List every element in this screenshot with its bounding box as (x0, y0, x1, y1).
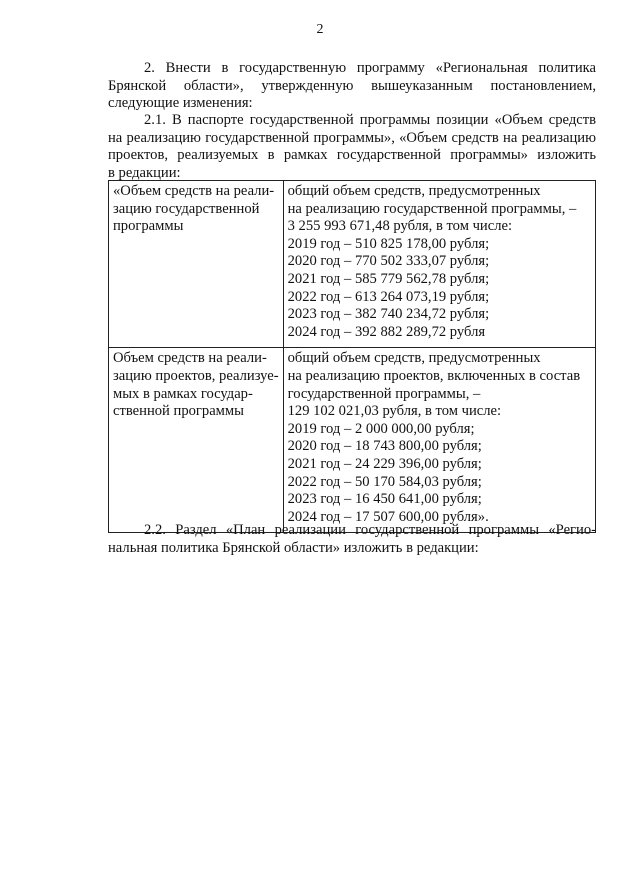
cell-line: 2021 год – 585 779 562,78 рубля; (287, 270, 490, 287)
cell-line: ственной программы (113, 403, 244, 420)
cell-line: мых в рамках государ- (113, 385, 253, 402)
cell-line: 2020 год – 18 743 800,00 рубля; (287, 438, 482, 455)
table-cell-value (283, 348, 595, 533)
cell-line: 2019 год – 510 825 178,00 рубля; (287, 235, 490, 252)
cell-line: государственной программы, – (287, 385, 481, 402)
paragraph-line: Брянской области», утвержденную вышеуказанным постановлением, (108, 77, 596, 94)
cell-line: 129 102 021,03 рубля, в том числе: (287, 403, 502, 420)
paragraph-line: 2.2. Раздел «План реализации государственной программы «Регио- (144, 522, 596, 538)
paragraph-line: проектов, реализуемых в рамках государственной программы» изложить (108, 147, 596, 163)
paragraph-line: 2. Внести в государственную программу «Региональная политика (144, 60, 596, 76)
cell-line: 2023 год – 382 740 234,72 рубля; (287, 306, 490, 323)
cell-line: «Объем средств на реали- (113, 183, 275, 199)
table-row (109, 181, 596, 348)
cell-line: 2019 год – 2 000 000,00 рубля; (287, 420, 475, 437)
paragraph-line: на реализацию государственной программы», «Объем средств на реализацию (108, 129, 596, 146)
cell-line: общий объем средств, предусмотренных (287, 350, 541, 367)
cell-line: 3 255 993 671,48 рубля, в том числе: (287, 218, 513, 235)
table-cell-value (283, 181, 595, 348)
paragraph-line: следующие изменения: (108, 95, 253, 111)
cell-line: зацию проектов, реализуе- (113, 367, 279, 384)
table-row (109, 348, 596, 533)
paragraph-line: 2.1. В паспорте государственной программы позиции «Объем средств (144, 112, 596, 128)
cell-line: 2021 год – 24 229 396,00 рубля; (287, 455, 482, 472)
cell-line: программы (113, 218, 184, 235)
cell-line: на реализацию государственной программы, – (287, 200, 577, 217)
cell-line: 2023 год – 16 450 641,00 рубля; (287, 491, 482, 508)
paragraph-item-2-2 (108, 522, 596, 557)
paragraph-item-2 (108, 60, 596, 113)
cell-line: на реализацию проектов, включенных в состав (287, 367, 581, 384)
cell-line: 2024 год – 17 507 600,00 рубля». (287, 508, 489, 525)
cell-line: 2022 год – 613 264 073,19 рубля; (287, 288, 490, 305)
paragraph-line: в редакции: (108, 164, 181, 181)
cell-line: общий объем средств, предусмотренных (287, 183, 541, 199)
paragraph-line: нальная политика Брянской области» изложить в редакции: (108, 539, 479, 556)
table-cell-label (109, 348, 284, 533)
cell-line: 2020 год – 770 502 333,07 рубля; (287, 253, 490, 270)
page-number: 2 (316, 22, 324, 37)
funding-table (108, 180, 596, 533)
table-cell-label (109, 181, 284, 348)
cell-line: Объем средств на реали- (113, 350, 267, 367)
cell-line: 2024 год – 392 882 289,72 рубля (287, 323, 486, 340)
paragraph-item-2-1 (108, 112, 596, 182)
cell-line: 2022 год – 50 170 584,03 рубля; (287, 473, 482, 490)
cell-line: зацию государственной (113, 200, 260, 217)
